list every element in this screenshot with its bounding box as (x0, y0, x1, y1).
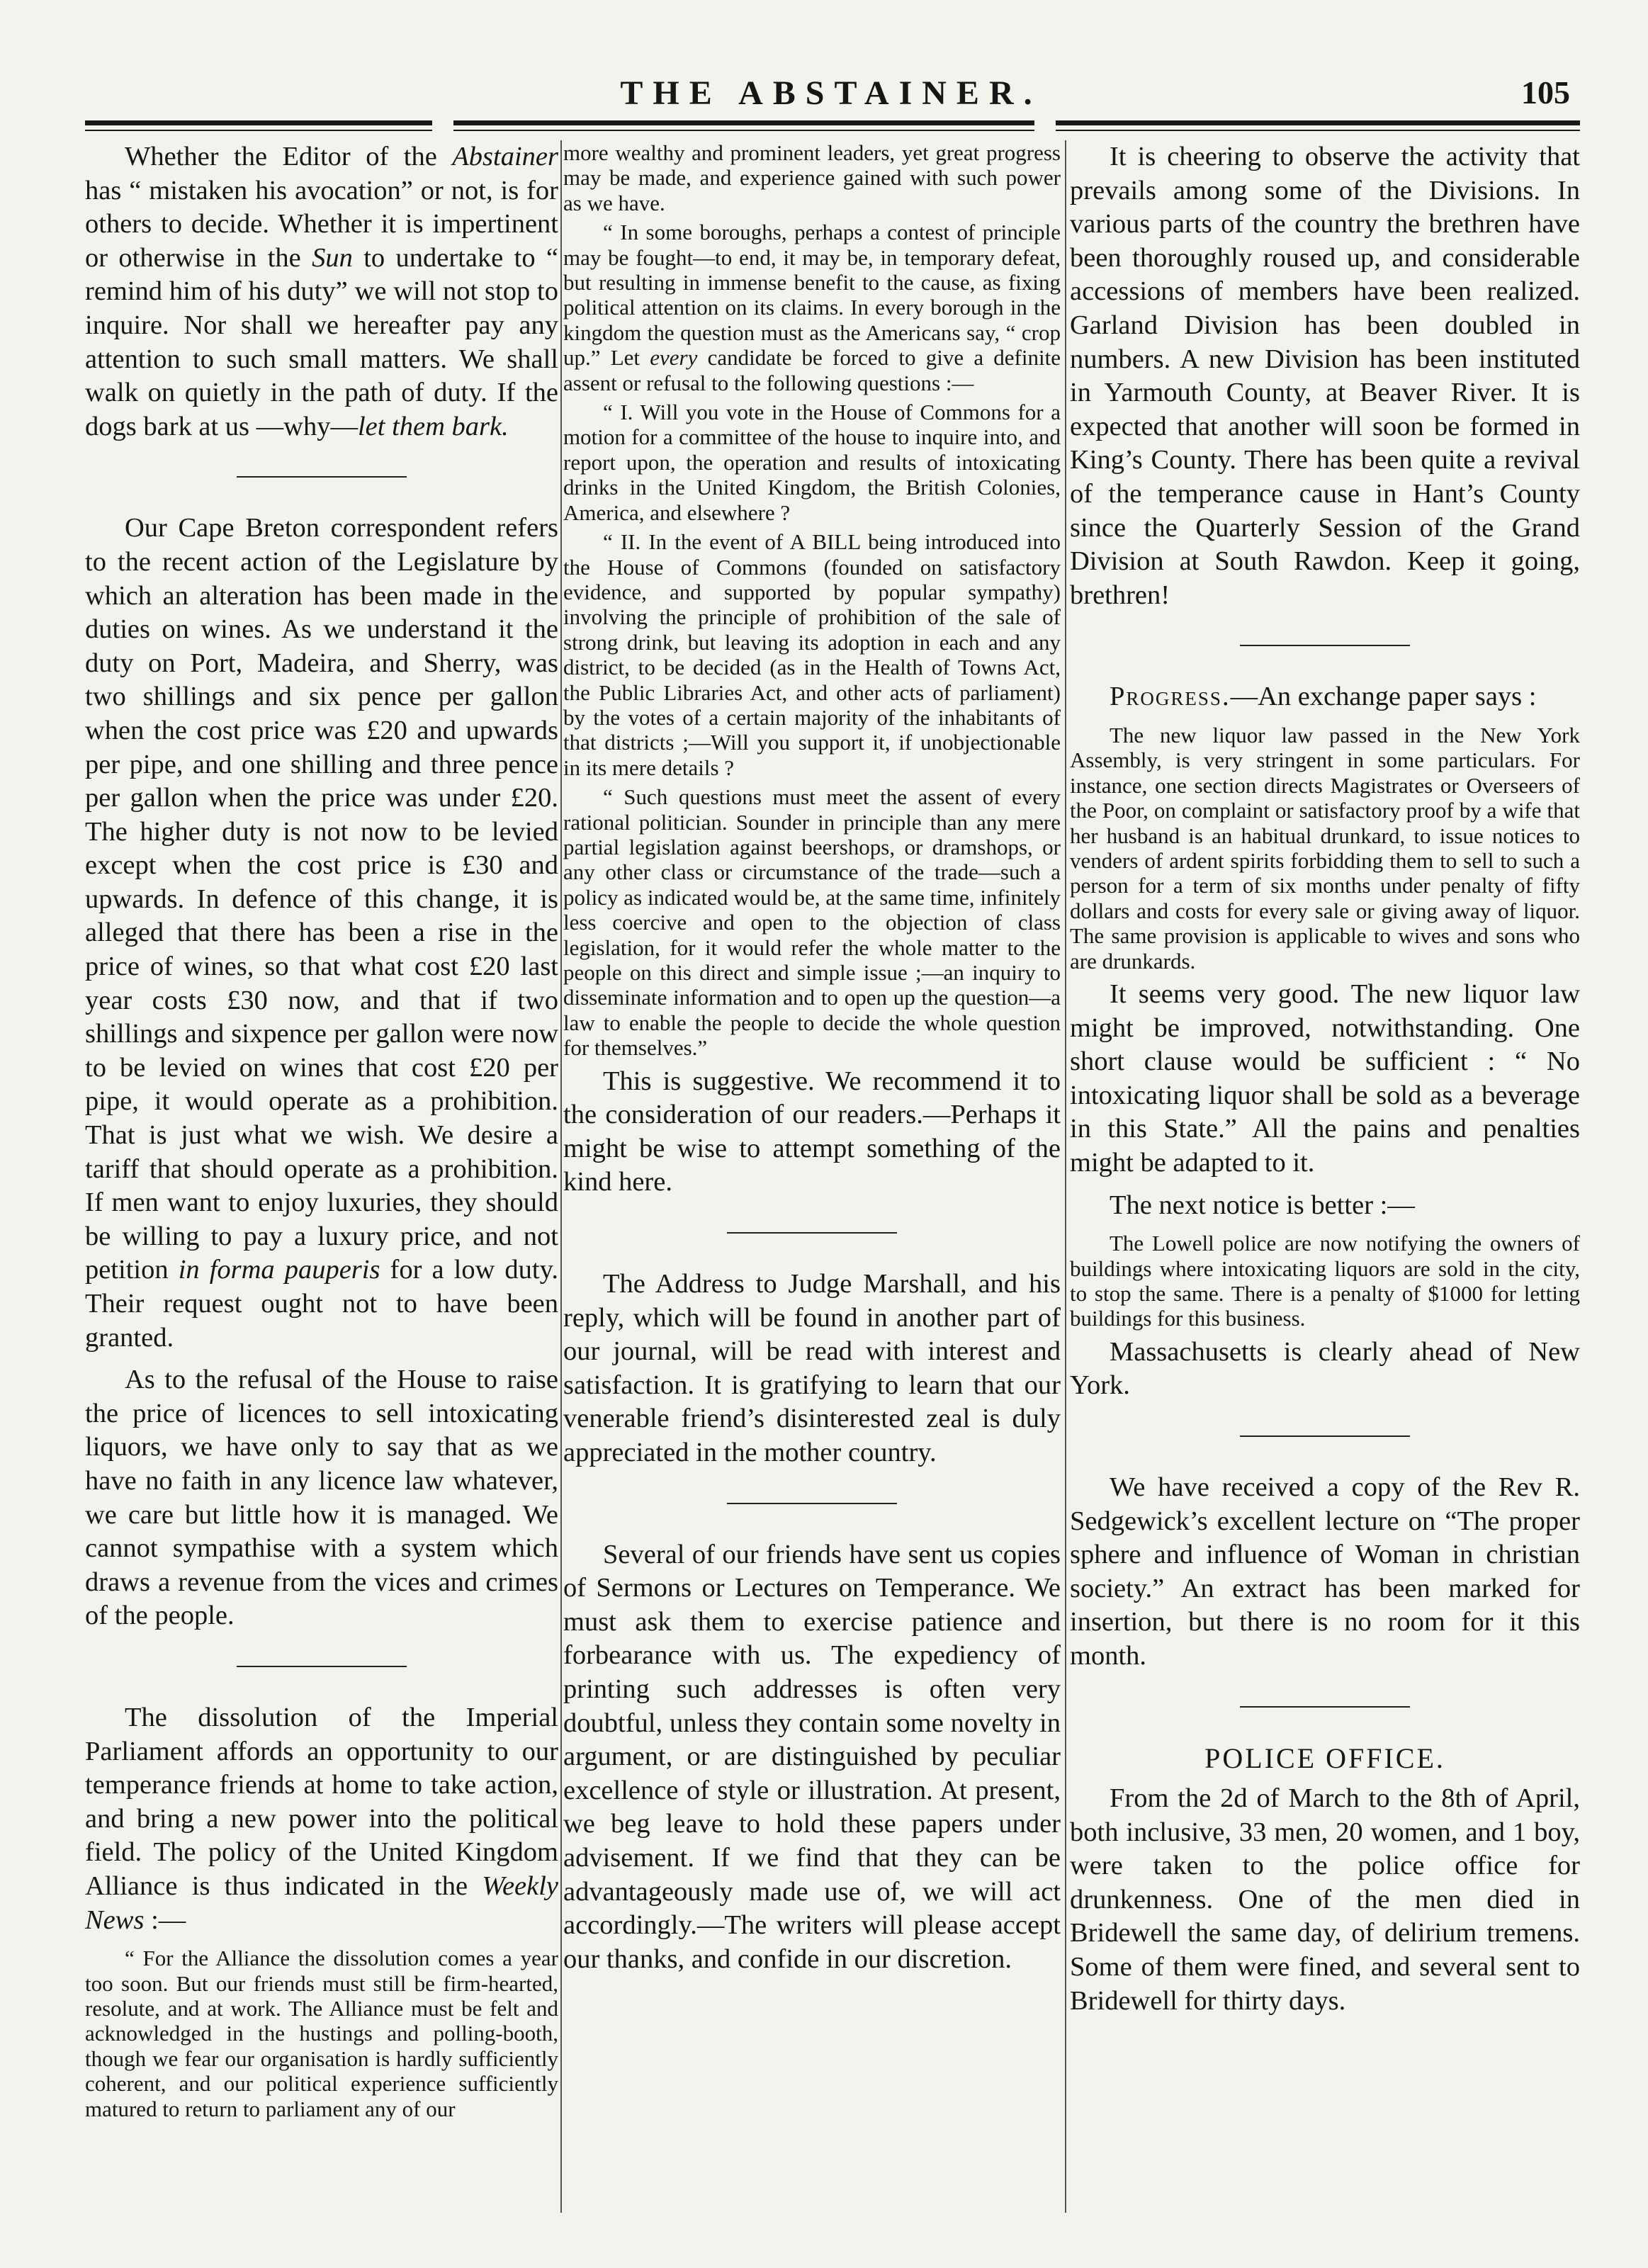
column-3 (1070, 140, 1580, 2026)
alliance-quote-continued: more wealthy and prominent leaders, yet great progress may be made, and experience gained with such power as we have. “ In some boroughs, perhaps a contest of principle may be fought—to end, it may be, in temporary defeat, but resulting in immense benefit to the cause, as fixing political attention on its claims. In every borough in the kingdom the question must as the Americans say, “ crop up.” Let every candidate be forced to give a definite assent or refusal to the following questions :— “ I. Will you vote in the House of Commons for a motion for a committee of the house to inquire into, and report upon, the operation and results of intoxicating drinks in the United Kingdom, the British Colonies, America, and elsewhere ? “ II. In the event of A BILL being introduced into the House of Commons (founded on satisfactory evidence, and supported by popular sympathy) involving the principle of prohibition of the sale of strong drink, but leaving its adoption in each and any district, to be decided (as in the Health of Towns Act, the Public Libraries Act, and other acts of parliament) by the votes of a certain majority of the inhabitants of that districts ;—Will you support it, if unobjectionable in its mere details ? “ Such questions must meet the assent of every rational politician. Sounder in principle than any mere partial legislation against beershops, or dramshops, or any other class or circumstance of the trade—such a policy as indicated would be, at the same time, infinitely less coercive and open to the objection of class legislation, for it would refer the whole matter to the people on this direct and simple issue ;—an inquiry to disseminate information and to open up the question—a law to enable the people to decide the whole question for themselves.” (563, 140, 1061, 1061)
sermons-paragraph: Several of our friends have sent us copies of Sermons or Lectures on Temperance. We must ask them to exercise patience and forbearance with us. The expediency of printing such addresses is often very doubtful, unless they contain some novelty in argument, or are distinguished by peculiar excellence of style or illustration. At present, we beg leave to hold these papers under advisement. If we find that they can be advantageously made use of, we will act accordingly.—The writers will please accept our thanks, and confide in our discretion. (563, 1539, 1061, 1974)
new-york-quote: The new liquor law passed in the New York Assembly, is very stringent in some particulars. For instance, one section directs Magistrates or Overseers of the Poor, on complaint or satisfactory proof by a wife that her husband is an habitual drunkard, to issue notices to venders of ardent spirits forbidding them to sell to such a person for a term of six months under penalty of fifty dollars and costs for every sale or giving away of liquor. The same provision is applicable to wives and sons who are drunkards. (1070, 722, 1580, 974)
suggestive-paragraph: This is suggestive. We recommend it to the consideration of our readers.—Perhaps it might be wise to attempt something of the kind here. (563, 1066, 1061, 1197)
next-notice: The next notice is better :— (1110, 1190, 1415, 1220)
alliance-quote: “ For the Alliance the dissolution comes a year too soon. But our friends must still be firm-hearted, resolute, and at work. The Alliance must be felt and acknowledged in the hustings and polling-booth, though we fear our organisation is hardly sufficiently coherent, and our political experience sufficiently matured to return to parliament any of our (85, 1946, 558, 2121)
divisions-paragraph: It is cheering to observe the activity that prevails among some of the Divisions. In various parts of the country the brethren have been thoroughly roused up, and considerable accessions of members have been realized. Garland Division has been doubled in numbers. A new Division has been instituted in Yarmouth County, at Beaver River. It is expected that another will soon be formed in King’s County. There has been quite a revival of the temperance cause in Hant’s County since the Quarterly Session of the Grand Division at South Rawdon. Keep it going, brethren! (1070, 142, 1580, 610)
section-divider (237, 1666, 407, 1667)
header-rule-right-thin (1056, 130, 1580, 131)
header-rule-left-thin (85, 130, 432, 131)
section-divider (1240, 1435, 1410, 1437)
column-divider-1 (560, 140, 562, 2213)
header-rule-right (1056, 120, 1580, 125)
liquor-law-comment: It seems very good. The new liquor law might be improved, notwithstanding. One short clause would be sufficient : “ No intoxicating liquor shall be sold as a beverage in this State.” All the pains and penalties might be adapted to it. (1070, 978, 1580, 1178)
progress-intro: Progress.—An exchange paper says : (1110, 682, 1537, 712)
section-divider (727, 1232, 897, 1234)
sedgewick-paragraph: We have received a copy of the Rev R. Sedgewick’s excellent lecture on “The proper sphere and influence of Woman in christian society.” An extract has been marked for insertion, but there is no room for it this month. (1070, 1472, 1580, 1671)
column-2 (563, 140, 1061, 1985)
judge-marshall-paragraph: The Address to Judge Marshall, and his reply, which will be found in another part of our journal, will be read with interest and satisfaction. It is gratifying to learn that our venerable friend’s disinterested zeal is duly appreciated in the mother country. (563, 1269, 1061, 1467)
section-divider (237, 476, 407, 478)
licence-paragraph: As to the refusal of the House to raise the price of licences to sell intoxicating liquors, we have only to say that as we have no faith in any licence law whatever, we care but little how it is managed. We cannot sympathise with a system which draws a revenue from the vices and crimes of the people. (85, 1365, 558, 1631)
column-divider-2 (1065, 140, 1066, 2213)
publication-title: THE ABSTAINER. (620, 74, 1042, 112)
column-1 (85, 140, 558, 2126)
police-office-paragraph: From the 2d of March to the 8th of April, both inclusive, 33 men, 20 women, and 1 boy, were taken to the police office for drunkenness. One of the men died in Bridewell the same day, of delirium tremens. Some of them were fined, and several sent to Bridewell for thirty days. (1070, 1783, 1580, 2016)
wine-duty-paragraph: Our Cape Breton correspondent refers to the recent action of the Legislature by which an alteration has been made in the duties on wines. As we understand it the duty on Port, Madeira, and Sherry, was two shillings and six pence per gallon when the cost price was £20 and upwards per pipe, and one shilling and three pence per gallon when the price was under £20. The higher duty is not now to be levied except when the cost price is £30 and upwards. In defence of this change, it is alleged that there has been a rise in the price of wines, so that what cost £20 last year costs £30 now, and that if two shillings and sixpence per gallon were now to be levied on wines that cost £20 per pipe, it would operate as a prohibition. That is just what we wish. We desire a tariff that should operate as a prohibition. If men want to enjoy luxuries, they should be willing to pay a luxury price, and not petition in forma pauperis for a low duty. Their request ought not to have been granted. (85, 513, 558, 1353)
page-number: 105 (1521, 74, 1570, 111)
lowell-quote: The Lowell police are now notifying the owners of buildings where intoxicating liquors are sold in the city, to stop the same. There is a penalty of $1000 for letting buildings for this business. (1070, 1231, 1580, 1331)
section-divider (727, 1503, 897, 1504)
header-rule-center (453, 120, 1034, 125)
header-rule-center-thin (453, 130, 1034, 131)
massachusetts-paragraph: Massachusetts is clearly ahead of New York. (1070, 1336, 1580, 1401)
section-divider (1240, 645, 1410, 646)
header-rule-left (85, 120, 432, 125)
section-divider (1240, 1706, 1410, 1708)
police-office-heading: POLICE OFFICE. (1204, 1742, 1445, 1774)
editor-paragraph: Whether the Editor of the Abstainer has “ mistaken his avocation” or not, is for others to decide. Whether it is impertinent or otherwise in the Sun to undertake to “ remind him of his duty” we will not stop to inquire. Nor shall we hereafter pay any attention to such small matters. We shall walk on quietly in the path of duty. If the dogs bark at us —why—let them bark. (85, 142, 558, 441)
masthead (85, 71, 1577, 120)
parliament-paragraph: The dissolution of the Imperial Parliament affords an opportunity to our temperance friends at home to take action, and bring a new power into the political field. The policy of the United Kingdom Alliance is thus indicated in the Weekly News :— (85, 1702, 558, 1935)
